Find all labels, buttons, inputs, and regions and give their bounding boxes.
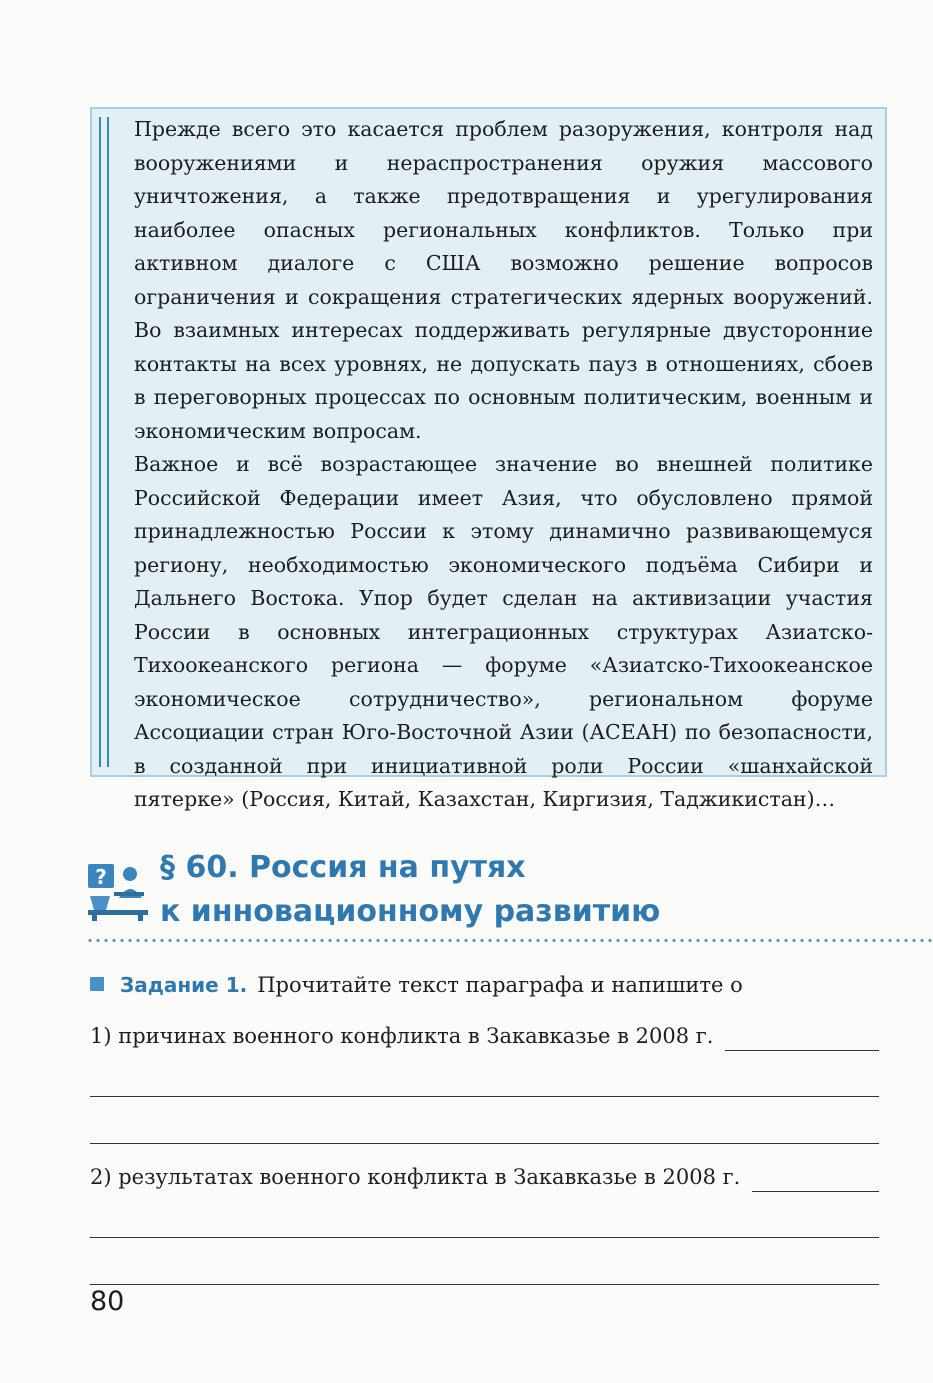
page-number: 80 bbox=[90, 1286, 125, 1317]
question-1 bbox=[90, 1021, 879, 1051]
answer-line-1[interactable] bbox=[90, 1096, 879, 1097]
answer-line-4[interactable] bbox=[90, 1284, 879, 1285]
task-1-header bbox=[90, 970, 743, 1000]
answer-line-2[interactable] bbox=[90, 1143, 879, 1144]
section-title bbox=[160, 846, 860, 934]
quote-text bbox=[134, 113, 873, 817]
section-emblem-icon bbox=[86, 862, 150, 922]
dotted-divider bbox=[86, 938, 933, 943]
quote-paragraph-1: Прежде всего это касается проблем разоружения, контроля над вооружениями и нераспространения оружия массового уничтожения, а также предотвращения и урегулирования наиболее опасных региональных конфликтов. Только при активном диалоге с США возможно решение вопросов ограничения и сокращения стратегических ядерных вооружений. Во взаимных интересах поддерживать регулярные двусторонние контакты на всех уровнях, не допускать пауз в отношениях, сбоев в переговорных процессах по основным политическим, военным и экономическим вопросам. bbox=[134, 117, 873, 443]
section-title-line-2: к инновационному развитию bbox=[160, 894, 661, 929]
quote-box bbox=[90, 107, 887, 811]
svg-text:?: ? bbox=[95, 865, 107, 889]
question-1-text: 1) причинах военного конфликта в Закавказье в 2008 г. bbox=[90, 1024, 714, 1048]
question-2-answer-blank[interactable] bbox=[752, 1169, 879, 1192]
answer-line-3[interactable] bbox=[90, 1237, 879, 1238]
chain-border-decoration bbox=[99, 117, 111, 767]
task-label: Задание 1. bbox=[120, 973, 248, 997]
quote-paragraph-2: Важное и всё возрастающее значение во внешней политике Российской Федерации имеет Азия, что обусловлено прямой принадлежностью России к этому динамично развивающемуся региону, необходимостью экономического подъёма Сибири и Дальнего Востока. Упор будет сделан на активизации участия России в основных интеграционных структурах Азиатско-Тихоокеанского региона — форуме «Азиатско-Тихоокеанское экономическое сотрудничество», региональном форуме Ассоциации стран Юго-Восточной Азии (АСЕАН) по безопасности, в созданной при инициативной роли России «шанхайской пятерке» (Россия, Китай, Казахстан, Киргизия, Таджикистан)… bbox=[134, 452, 873, 811]
task-bullet-icon bbox=[90, 977, 104, 991]
question-2 bbox=[90, 1162, 879, 1192]
task-instruction: Прочитайте текст параграфа и напишите о bbox=[257, 973, 743, 997]
section-title-line-1: § 60. Россия на путях bbox=[160, 850, 526, 885]
question-2-text: 2) результатах военного конфликта в Закавказье в 2008 г. bbox=[90, 1165, 741, 1189]
question-1-answer-blank[interactable] bbox=[725, 1028, 879, 1051]
